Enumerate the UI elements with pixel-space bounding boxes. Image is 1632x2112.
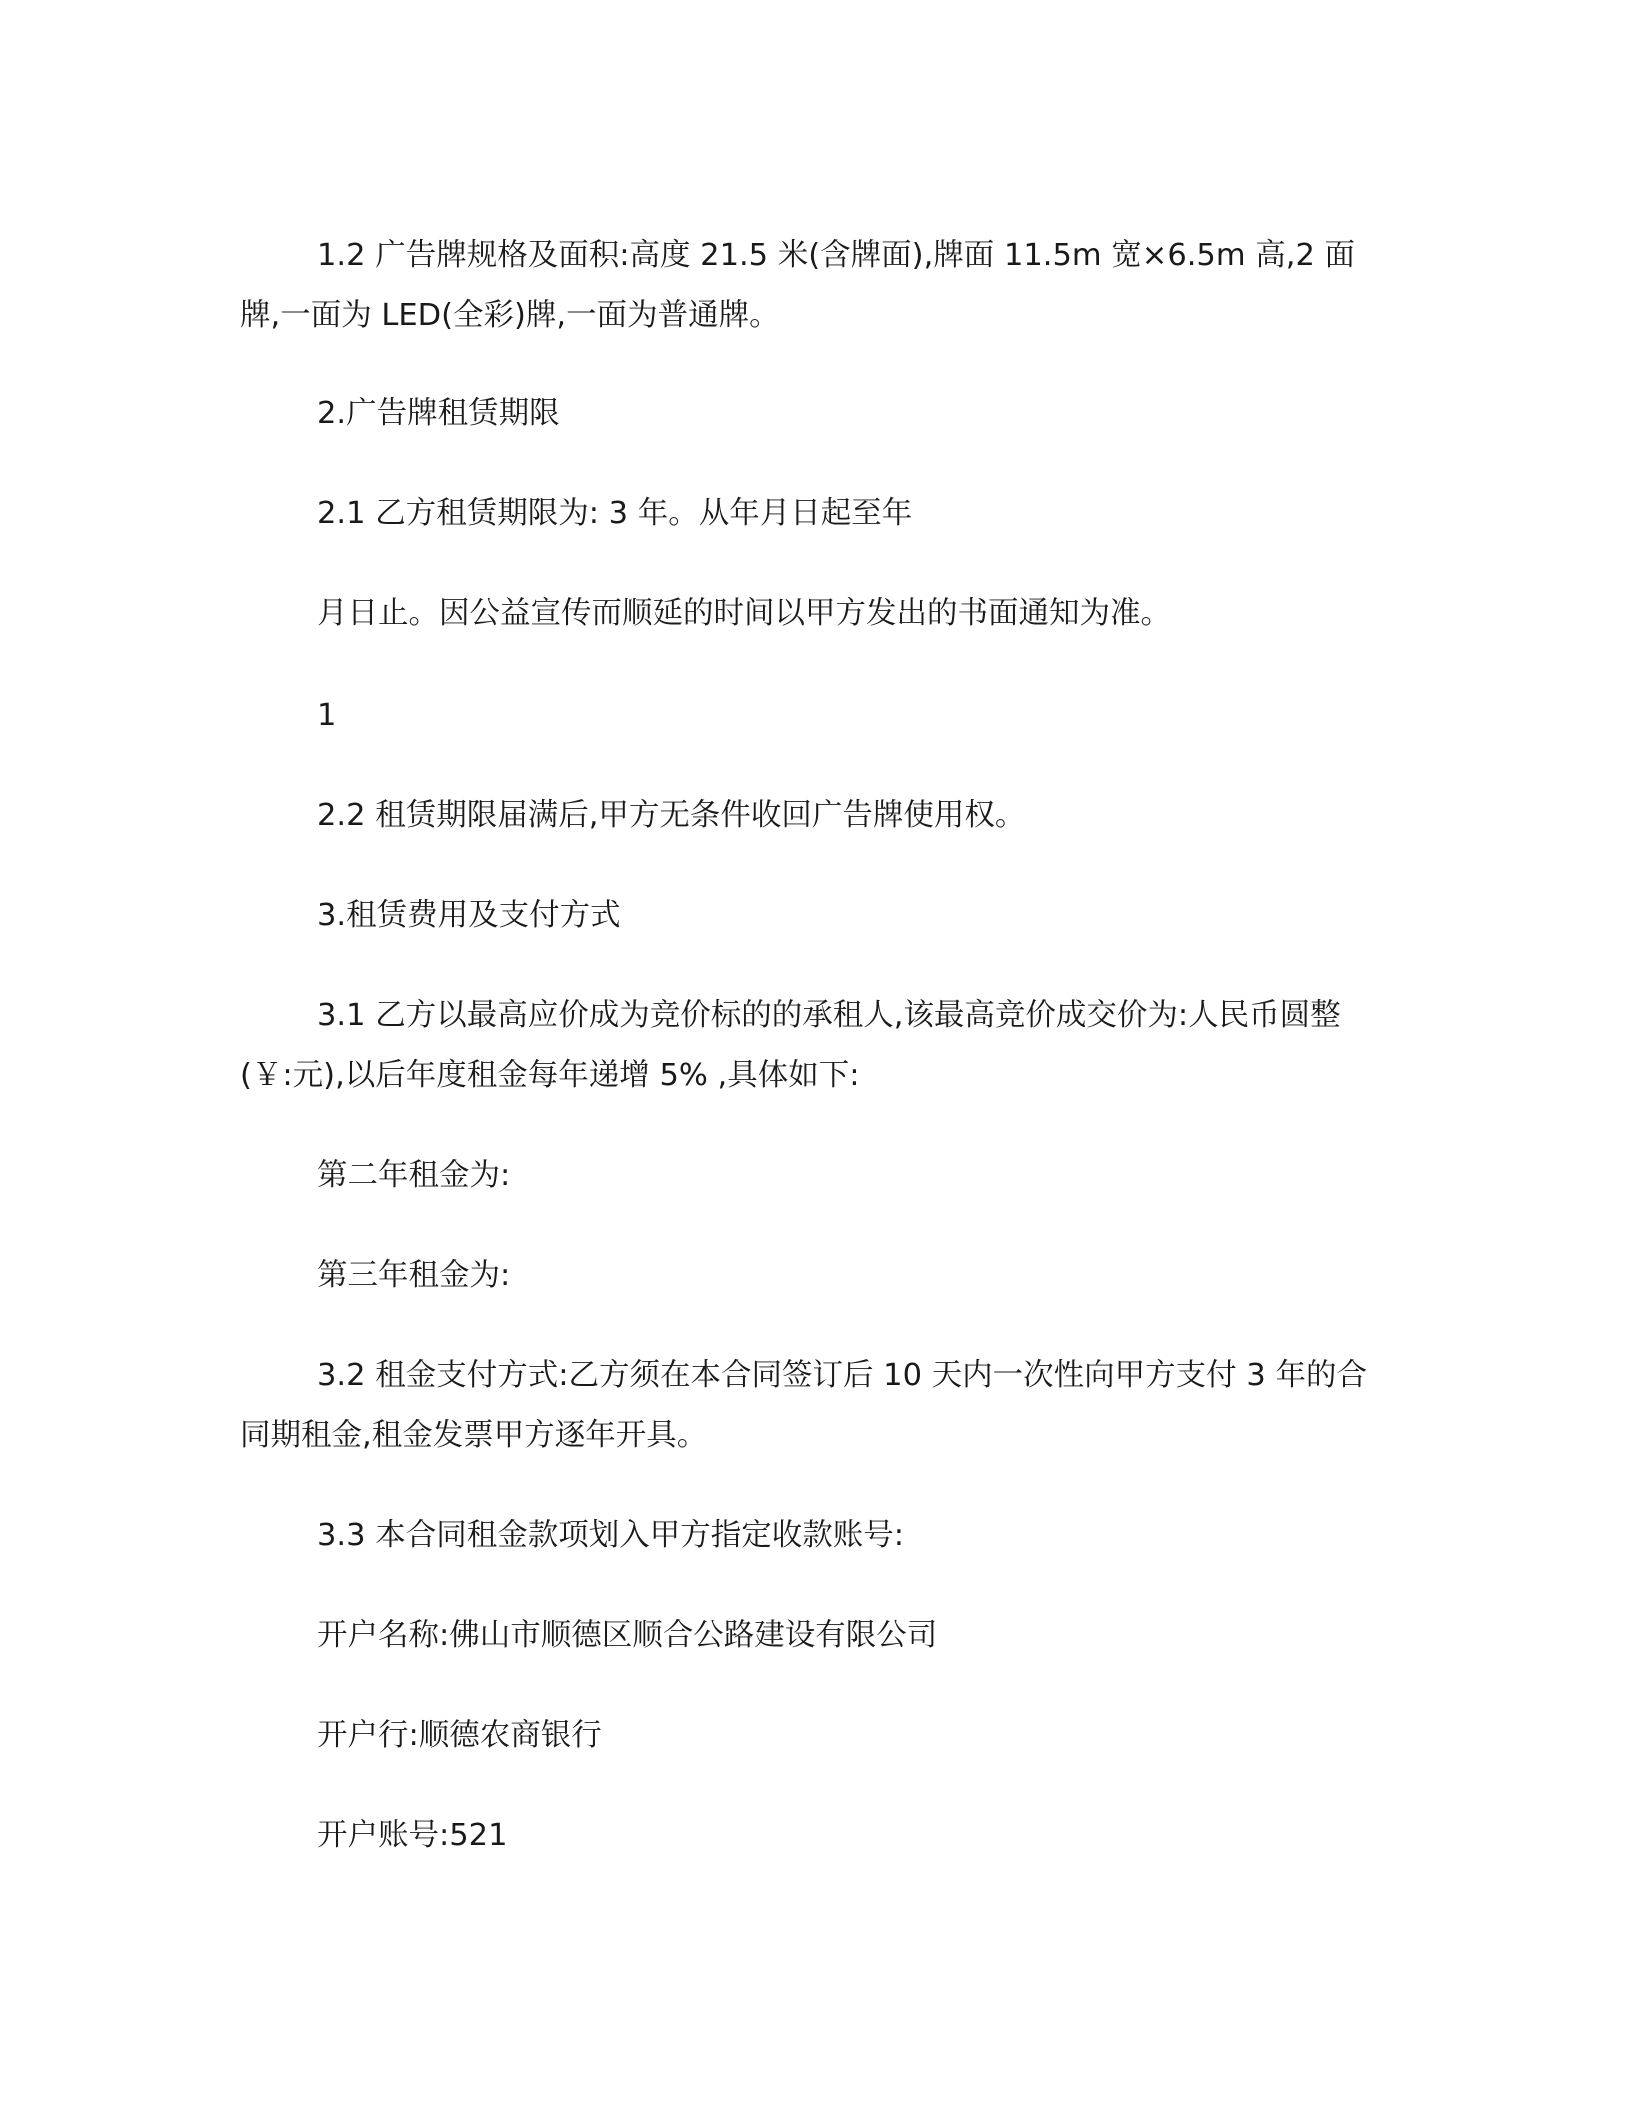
paragraph-1-2-billboard-spec: 1.2 广告牌规格及面积:高度 21.5 米(含牌面),牌面 11.5m 宽×6.5m 高,2 面牌,一面为 LED(全彩)牌,一面为普通牌。 [240, 238, 1356, 333]
heading-3-fees-payment: 3.租赁费用及支付方式 [317, 898, 621, 933]
page-number: 1 [317, 698, 337, 733]
heading-2-lease-term: 2.广告牌租赁期限 [317, 396, 560, 431]
paragraph-3-2-payment-method: 3.2 租金支付方式:乙方须在本合同签订后 10 天内一次性向甲方支付 3 年的合同期租金,租金发票甲方逐年开具。 [240, 1358, 1367, 1453]
paragraph-3-3-account: 3.3 本合同租金款项划入甲方指定收款账号: [317, 1518, 904, 1553]
account-number: 开户账号:521 [317, 1818, 508, 1853]
account-bank: 开户行:顺德农商银行 [317, 1718, 602, 1753]
paragraph-2-1-continued: 月日止。因公益宣传而顺延的时间以甲方发出的书面通知为准。 [317, 596, 1171, 631]
second-year-rent: 第二年租金为: [317, 1158, 511, 1193]
paragraph-3-1-bid-price: 3.1 乙方以最高应价成为竞价标的的承租人,该最高竞价成交价为:人民币圆整(￥:元),以后年度租金每年递增 5% ,具体如下: [240, 998, 1341, 1093]
third-year-rent: 第三年租金为: [317, 1258, 511, 1293]
paragraph-2-2-expiry: 2.2 租赁期限届满后,甲方无条件收回广告牌使用权。 [317, 798, 1026, 833]
paragraph-2-1-lease-period: 2.1 乙方租赁期限为: 3 年。从年月日起至年 [317, 496, 913, 531]
account-name: 开户名称:佛山市顺德区顺合公路建设有限公司 [317, 1618, 938, 1653]
